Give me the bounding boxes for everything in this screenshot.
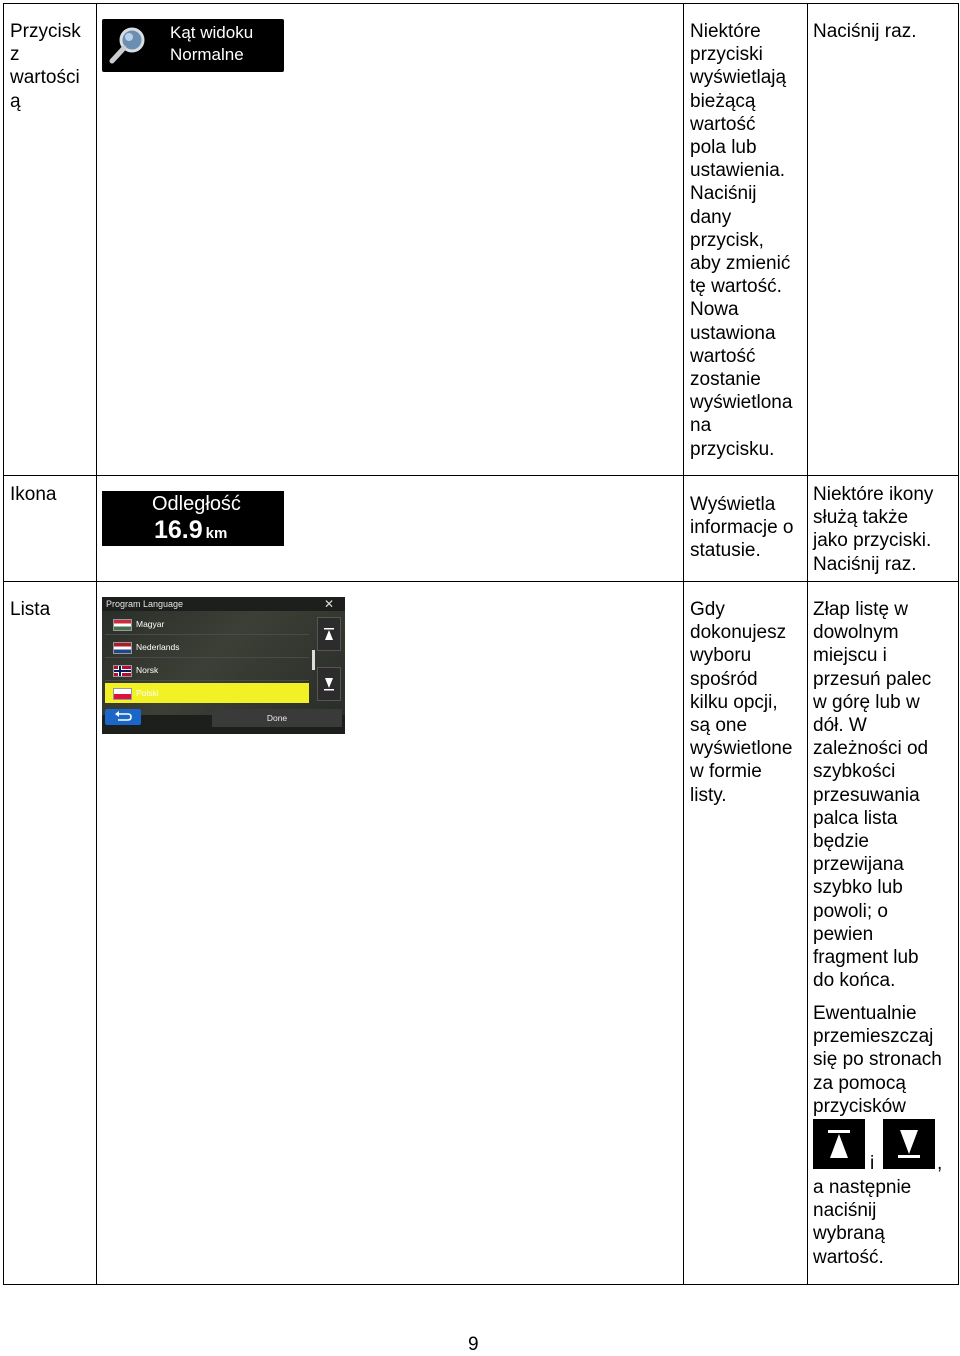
magnifier-icon	[108, 25, 148, 65]
close-icon[interactable]: ✕	[324, 597, 335, 611]
action-line: przesuwania	[813, 784, 920, 806]
row1-action	[813, 20, 955, 43]
action-line: wartość.	[813, 1246, 884, 1268]
desc-line: wartość	[690, 113, 756, 135]
row-divider-1	[3, 475, 959, 476]
action-line: wybraną	[813, 1223, 885, 1245]
row1-name-line: z	[10, 44, 20, 66]
list-screenshot	[102, 597, 345, 734]
desc-line: przycisk,	[690, 229, 764, 251]
list-item[interactable]	[105, 637, 309, 658]
row1-description	[690, 20, 802, 461]
netherlands-flag-icon	[113, 642, 132, 654]
desc-line: spośród	[690, 668, 758, 690]
page-up-icon	[813, 1119, 865, 1169]
scrollbar[interactable]	[312, 650, 315, 670]
list-item-label: Polski	[136, 688, 159, 698]
desc-line: Niektóre	[690, 21, 761, 42]
desc-line: są one	[690, 715, 748, 737]
column-divider-3	[807, 3, 808, 1285]
action-line: dowolnym	[813, 622, 899, 644]
desc-line: Naciśnij	[690, 183, 757, 205]
page-down-icon	[318, 668, 340, 700]
table-border-bottom	[3, 1284, 959, 1285]
column-divider-2	[683, 3, 684, 1285]
action-line: pewien	[813, 923, 874, 945]
row3-description	[690, 598, 802, 807]
desc-line: Wyświetla	[690, 494, 776, 515]
row3-action-para3	[813, 1176, 955, 1269]
row3-action-para1	[813, 598, 955, 992]
row2-action	[813, 483, 955, 576]
back-arrow-icon	[105, 709, 141, 725]
desc-line: zostanie	[690, 369, 761, 391]
action-line: naciśnij	[813, 1200, 877, 1222]
value-button-label: Kąt widoku	[170, 23, 254, 42]
desc-line: wyświetlają	[690, 67, 787, 89]
norway-flag-icon	[113, 665, 132, 677]
distance-status-icon	[102, 491, 284, 546]
list-item-selected[interactable]	[105, 683, 309, 703]
page-up-button[interactable]	[317, 617, 341, 651]
page-down-button[interactable]	[317, 667, 341, 701]
desc-line: przyciski	[690, 44, 763, 66]
action-line: jako przyciski.	[813, 530, 932, 552]
action-line: Naciśnij raz.	[813, 553, 917, 575]
inline-and: i	[870, 1153, 875, 1174]
desc-line: Gdy	[690, 599, 725, 620]
value-button-value: Normalne	[170, 45, 244, 64]
row1-name-line: wartości	[10, 67, 80, 89]
action-line: szybko lub	[813, 877, 903, 899]
desc-line: wartość	[690, 345, 756, 367]
action-line: w górę lub w	[813, 691, 920, 713]
list-item-label: Magyar	[136, 619, 165, 629]
action-line: przycisków	[813, 1095, 906, 1117]
action-line: przesuń palec	[813, 668, 932, 690]
desc-line: pola lub	[690, 137, 757, 159]
action-line: powoli; o	[813, 900, 888, 922]
hungary-flag-icon	[113, 619, 132, 631]
list-item-label: Nederlands	[136, 642, 180, 652]
desc-line: statusie.	[690, 540, 761, 562]
distance-label: Odległość	[152, 493, 241, 515]
action-line: służą także	[813, 507, 909, 529]
action-line: zależności od	[813, 738, 929, 760]
inline-page-down-button	[883, 1119, 935, 1169]
row-divider-2	[3, 581, 959, 582]
action-line: a następnie	[813, 1177, 912, 1198]
desc-line: tę wartość.	[690, 276, 782, 298]
table-border-right	[958, 3, 959, 1285]
row1-name	[10, 20, 90, 113]
action-line: fragment lub	[813, 947, 919, 969]
desc-line: dany	[690, 206, 732, 228]
action-line: palca lista	[813, 807, 898, 829]
desc-line: kilku opcji,	[690, 691, 778, 713]
action-line: Złap listę w	[813, 599, 909, 620]
table-border-left	[3, 3, 4, 1285]
desc-line: Nowa	[690, 299, 739, 321]
desc-line: informacje o	[690, 517, 794, 539]
desc-line: bieżącą	[690, 90, 756, 112]
action-line: dół. W	[813, 715, 867, 737]
inline-comma: ,	[937, 1153, 943, 1174]
action-line: przewijana	[813, 854, 904, 876]
row2-name: Ikona	[10, 484, 57, 505]
action-line: miejscu i	[813, 645, 887, 667]
distance-value-wrap	[154, 516, 227, 545]
action-line: szybkości	[813, 761, 896, 783]
desc-line: ustawienia.	[690, 160, 786, 182]
action-line: będzie	[813, 831, 869, 853]
desc-line: dokonujesz	[690, 622, 787, 644]
row1-name-line: Przycisk	[10, 21, 81, 42]
desc-line: wyświetlone	[690, 738, 793, 760]
page-up-icon	[318, 618, 340, 650]
row1-name-line: ą	[10, 90, 21, 112]
row2-description	[690, 493, 802, 563]
distance-value: 16.9	[154, 516, 203, 544]
back-button[interactable]	[105, 709, 141, 725]
table-border-top	[3, 3, 959, 4]
action-line: przemieszczaj	[813, 1026, 934, 1048]
action-line: się po stronach	[813, 1049, 942, 1071]
column-divider-1	[96, 3, 97, 1285]
list-item-label: Norsk	[136, 665, 159, 675]
done-button[interactable]: Done	[212, 709, 342, 727]
row3-name: Lista	[10, 599, 51, 620]
action-line: Ewentualnie	[813, 1003, 917, 1024]
desc-line: w formie	[690, 761, 762, 783]
page-down-icon	[883, 1119, 935, 1169]
inline-page-up-button	[813, 1119, 865, 1169]
value-button-example[interactable]	[102, 19, 284, 72]
list-item[interactable]	[105, 660, 309, 681]
distance-unit: km	[205, 525, 228, 542]
desc-line: listy.	[690, 784, 727, 806]
desc-line: na	[690, 415, 712, 437]
desc-line: wyświetlona	[690, 392, 793, 414]
list-item[interactable]	[105, 614, 309, 635]
desc-line: ustawiona	[690, 322, 776, 344]
poland-flag-icon	[113, 688, 132, 700]
action-line: Naciśnij raz.	[813, 21, 917, 42]
action-line: Niektóre ikony	[813, 484, 934, 505]
action-line: za pomocą	[813, 1072, 906, 1094]
list-title: Program Language	[106, 599, 184, 609]
desc-line: wyboru	[690, 645, 752, 667]
desc-line: aby zmienić	[690, 253, 791, 275]
page-number: 9	[468, 1334, 479, 1355]
action-line: do końca.	[813, 970, 896, 992]
desc-line: przycisku.	[690, 438, 775, 460]
row3-action-para2	[813, 1002, 955, 1118]
